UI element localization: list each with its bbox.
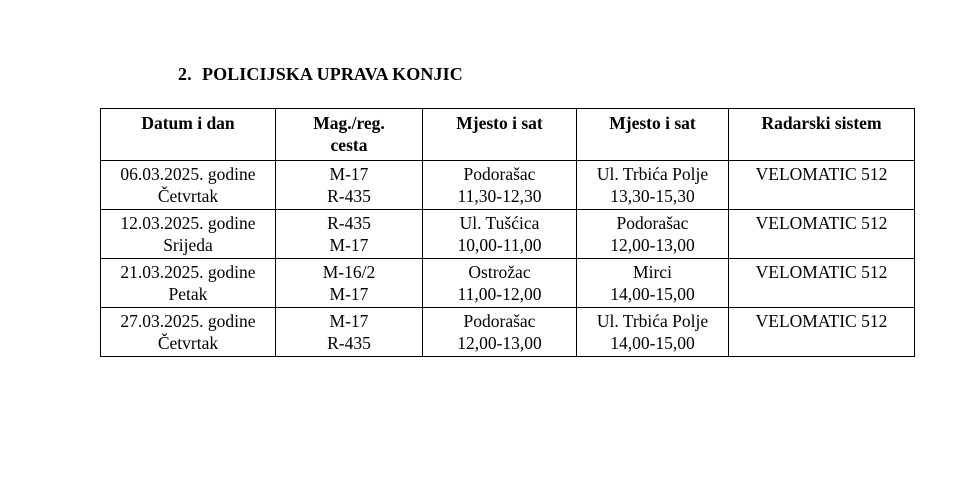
place-text: Podorašac: [616, 213, 689, 233]
radar-text: VELOMATIC 512: [755, 164, 888, 184]
place-text: Mirci: [633, 262, 672, 282]
cell-date-day: [101, 161, 276, 210]
radar-text: VELOMATIC 512: [755, 213, 888, 233]
time-text: 13,30-15,30: [610, 186, 695, 206]
cell-place-time-2: [577, 308, 729, 357]
road-text: M-16/2: [322, 262, 376, 282]
day-text: Četvrtak: [157, 333, 219, 353]
section-heading: [178, 64, 463, 85]
place-text: Ostrožac: [468, 262, 531, 282]
day-text: Četvrtak: [157, 186, 219, 206]
road-text: R-435: [327, 333, 371, 353]
date-text: 21.03.2025. godine: [120, 262, 256, 282]
cell-radar-system: [729, 259, 915, 308]
cell-road: [276, 259, 423, 308]
road-text: M-17: [329, 284, 369, 304]
cell-place-time-1: [423, 161, 577, 210]
time-text: 11,00-12,00: [457, 284, 542, 304]
section-number: 2.: [178, 64, 192, 84]
table-row: [101, 210, 915, 259]
time-text: 14,00-15,00: [610, 284, 695, 304]
day-text: Petak: [168, 284, 208, 304]
cell-radar-system: [729, 210, 915, 259]
place-text: Ul. Trbića Polje: [596, 311, 709, 331]
time-text: 10,00-11,00: [457, 235, 542, 255]
date-text: 12.03.2025. godine: [120, 213, 256, 233]
road-text: M-17: [329, 164, 369, 184]
cell-place-time-1: [423, 259, 577, 308]
table-header-row: [101, 109, 915, 161]
date-text: 27.03.2025. godine: [120, 311, 256, 331]
place-text: Ul. Trbića Polje: [596, 164, 709, 184]
cell-radar-system: [729, 161, 915, 210]
time-text: 14,00-15,00: [610, 333, 695, 353]
cell-road: [276, 161, 423, 210]
time-text: 12,00-13,00: [457, 333, 542, 353]
cell-place-time-2: [577, 210, 729, 259]
road-text: R-435: [327, 186, 371, 206]
cell-place-time-1: [423, 210, 577, 259]
cell-radar-system: [729, 308, 915, 357]
table-row: [101, 259, 915, 308]
radar-schedule-table: [100, 108, 915, 357]
road-text: M-17: [329, 235, 369, 255]
header-label: Datum i dan: [141, 113, 235, 133]
header-place-time-1: [423, 109, 577, 161]
header-place-time-2: [577, 109, 729, 161]
header-radar-system: [729, 109, 915, 161]
cell-date-day: [101, 259, 276, 308]
header-label: cesta: [330, 135, 368, 155]
place-text: Ul. Tušćica: [459, 213, 540, 233]
cell-place-time-2: [577, 161, 729, 210]
road-text: M-17: [329, 311, 369, 331]
header-road: [276, 109, 423, 161]
place-text: Podorašac: [463, 164, 536, 184]
radar-text: VELOMATIC 512: [755, 311, 888, 331]
road-text: R-435: [327, 213, 371, 233]
time-text: 11,30-12,30: [457, 186, 542, 206]
cell-place-time-2: [577, 259, 729, 308]
radar-text: VELOMATIC 512: [755, 262, 888, 282]
date-text: 06.03.2025. godine: [120, 164, 256, 184]
header-label: Mjesto i sat: [456, 113, 543, 133]
header-label: Mag./reg.: [313, 113, 385, 133]
cell-date-day: [101, 210, 276, 259]
header-date-day: [101, 109, 276, 161]
time-text: 12,00-13,00: [610, 235, 695, 255]
day-text: Srijeda: [163, 235, 213, 255]
cell-place-time-1: [423, 308, 577, 357]
table-row: [101, 161, 915, 210]
section-title: POLICIJSKA UPRAVA KONJIC: [202, 64, 463, 84]
cell-road: [276, 308, 423, 357]
header-label: Radarski sistem: [761, 113, 882, 133]
place-text: Podorašac: [463, 311, 536, 331]
table-row: [101, 308, 915, 357]
cell-date-day: [101, 308, 276, 357]
cell-road: [276, 210, 423, 259]
header-label: Mjesto i sat: [609, 113, 696, 133]
